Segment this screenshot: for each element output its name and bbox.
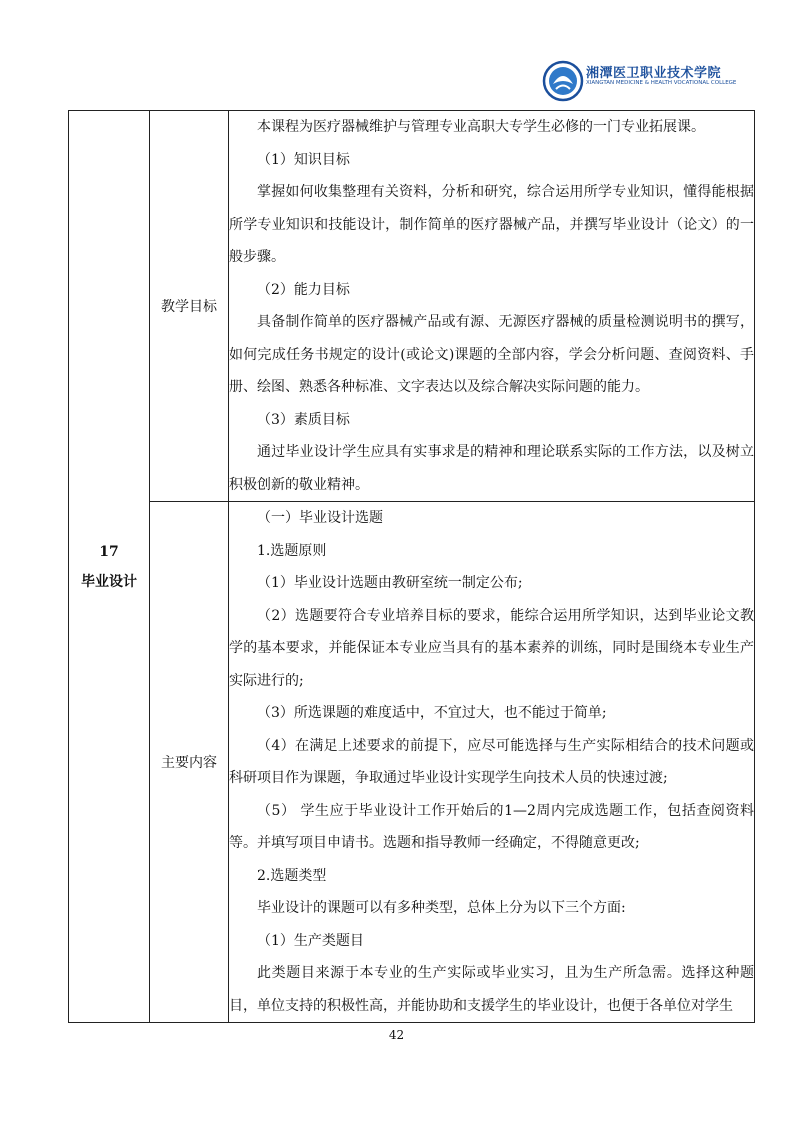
- paragraph: （4）在满足上述要求的前提下，应尽可能选择与生产实际相结合的技术问题或科研项目作为课题，争取通过毕业设计实现学生向技术人员的快速过渡;: [229, 737, 754, 786]
- paragraph: （3）素质目标: [257, 411, 350, 428]
- course-id-cell: [69, 111, 150, 1023]
- paragraph: （2）选题要符合专业培养目标的要求，能综合运用所学知识，达到毕业论文教学的基本要求，并能保证本专业应当具有的基本素养的训练，同时是围绕本专业生产实际进行的;: [229, 607, 754, 689]
- paragraph: （1）毕业设计选题由教研室统一制定公布;: [257, 575, 523, 591]
- paragraph: （1）生产类题目: [257, 932, 364, 949]
- college-name: 湘潭医卫职业技术学院: [586, 66, 722, 81]
- course-name: 毕业设计: [81, 573, 137, 590]
- table-row: [69, 502, 755, 1023]
- table-row: [69, 111, 755, 502]
- paragraph: （3）所选课题的难度适中，不宜过大，也不能过于简单;: [257, 705, 607, 721]
- course-number: 17: [99, 543, 119, 560]
- paragraph: 通过毕业设计学生应具有实事求是的精神和理论联系实际的工作方法，以及树立积极创新的敬业精神。: [229, 444, 754, 493]
- paragraph: 具备制作简单的医疗器械产品或有源、无源医疗器械的质量检测说明书的撰写，如何完成任务书规定的设计(或论文)课题的全部内容，学会分析问题、查阅资料、手册、绘图、熟悉各种标准、文字表达以及综合解决实际问题的能力。: [229, 314, 754, 395]
- section-label-objectives: 教学目标: [150, 111, 229, 502]
- college-name-english: XIANGTAN MEDICINE & HEALTH VOCATIONAL COLLEGE: [586, 80, 737, 86]
- paragraph: 1.选题原则: [257, 542, 327, 559]
- section-label-content: 主要内容: [150, 502, 229, 1023]
- paragraph: （5） 学生应于毕业设计工作开始后的1—2周内完成选题工作，包括查阅资料等。并填写项目申请书。选题和指导教师一经确定，不得随意更改;: [229, 802, 754, 851]
- paragraph: （2）能力目标: [257, 281, 350, 298]
- paragraph: （一）毕业设计选题: [257, 510, 383, 526]
- course-table: [68, 110, 755, 1023]
- paragraph: 本课程为医疗器械维护与管理专业高职大专学生必修的一门专业拓展课。: [257, 119, 705, 135]
- paragraph: （1）知识目标: [257, 151, 350, 168]
- paragraph: 掌握如何收集整理有关资料，分析和研究，综合运用所学专业知识，懂得能根据所学专业知识和技能设计，制作简单的医疗器械产品，并撰写毕业设计（论文）的一般步骤。: [229, 184, 754, 265]
- objectives-content: [229, 111, 755, 502]
- page-number: 42: [388, 1028, 405, 1042]
- main-content: [229, 502, 755, 1023]
- paragraph: 此类题目来源于本专业的生产实际或毕业实习，且为生产所急需。选择这种题目，单位支持的积极性高，并能协助和支援学生的毕业设计，也便于各单位对学生: [229, 965, 754, 1014]
- paragraph: 毕业设计的课题可以有多种类型，总体上分为以下三个方面:: [257, 900, 626, 916]
- paragraph: 2.选题类型: [257, 867, 327, 884]
